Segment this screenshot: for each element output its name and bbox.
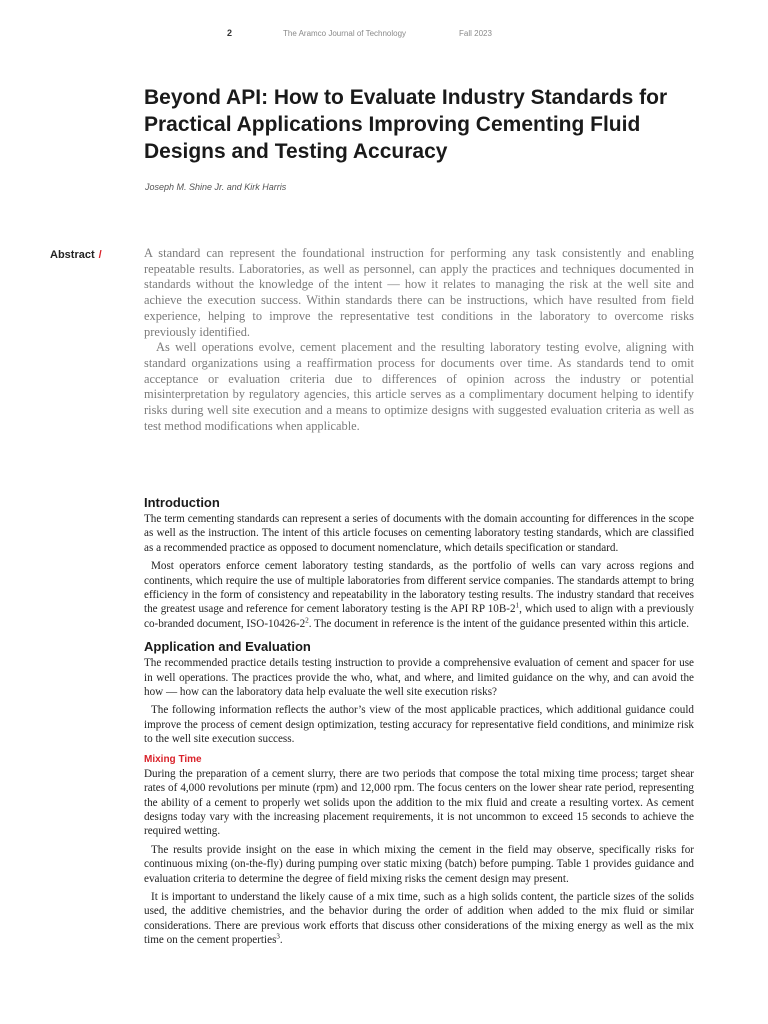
body-paragraph: The following information reflects the author’s view of the most applicable practices, which additional guidance could improve the process of cement design optimization, testing accuracy for representative field conditions, and minimize risk to the well site execution success. [144,704,694,746]
body-paragraph [144,890,694,948]
body-text: Most operators enforce cement laboratory testing standards, as the portfolio of wells can vary across regions and continents, which require the use of multiple laboratories from different service companies. The standards attempt to bring efficiency in the form of consistency and repeatability in the laboratory testing results. The industry standard that receives the greatest usage and reference for cement laboratory testing is the API RP 10B-2 [144,560,694,616]
citation-ref: 2 [305,616,309,625]
body-text: . The document in reference is the intent of the guidance presented within this article. [308,617,689,630]
issue-date: Fall 2023 [459,29,492,38]
subsection-heading-mixing-time: Mixing Time [144,753,202,765]
body-text: , which used to align with a previously co-branded document, ISO-10426-2 [144,603,694,630]
body-paragraph [144,559,694,631]
abstract-paragraph: As well operations evolve, cement placement and the resulting laboratory testing evolve, aligning with standard organizations using a reaffirmation process for documents over time. As standards tend to omit acceptance or evaluation criteria due to differences of opinion across the industry or potential misinterpretation by regulatory agencies, this article serves as a complimentary document helping to identify risks during well site execution and a means to optimize designs with suggested evaluation criteria as well as test method modifications when applicable. [144,340,694,433]
page-number: 2 [227,28,233,38]
body-paragraph: The recommended practice details testing instruction to provide a comprehensive evaluation of cement and spacer for use in well operations. The practices provide the who, what, and where, and limited guidance on the why, and can avoid the how — how can the laboratory data help evaluate the well site execution risks? [144,657,694,699]
journal-name: The Aramco Journal of Technology [283,29,407,38]
section-heading-application: Application and Evaluation [144,639,311,655]
body-paragraph: During the preparation of a cement slurry, there are two periods that compose the total mixing time process; target shear rates of 4,000 revolutions per minute (rpm) and 12,000 rpm. The focus centers on the lower shear rate period, representing the ability of a cement to properly wet solids upon the addition to the mix fluid and create a resulting vortex. As cement designs today vary with the increasing placement requirements, it is not uncommon to exceed 15 seconds to achieve the required wetting. [144,767,694,838]
abstract-slash: / [98,249,102,261]
body-text: It is important to understand the likely cause of a mix time, such as a high solids content, the particle sizes of the solids used, the additive chemistries, and the behavior during the order of addition when added to the mix fluid or similar considerations. There are previous work efforts that discuss other considerations of the mixing energy as well as the mix time on the cement properties [144,890,694,947]
article-authors: Joseph M. Shine Jr. and Kirk Harris [145,182,287,192]
citation-ref: 1 [515,601,520,610]
abstract-paragraph: A standard can represent the foundational instruction for performing any task consistently and enabling repeatable results. Laboratories, as well as personnel, can apply the practices and techniques documented in standards without the knowledge of the intent — how it relates to managing the risk at the well site and achieve the execution success. Within standards there can be instructions, which have resulted from field experience, helping to improve the representative test conditions in the laboratory to overcome risks previously identified. [144,246,694,339]
citation-ref: 3 [276,932,280,941]
running-header [0,28,768,40]
article-title: Beyond API: How to Evaluate Industry Standards for Practical Applications Improving Cementing Fluid Designs and Testing Accuracy [144,86,668,163]
abstract-label [50,249,102,261]
body-paragraph: The term cementing standards can represent a series of documents with the domain accounting for differences in the scope as well as the instruction. The intent of this article focuses on cementing laboratory testing standards, which are classified as a recommended practice as opposed to document nomenclature, which details specification or standard. [144,513,694,554]
section-heading-introduction: Introduction [144,495,220,510]
article-body [144,494,694,948]
body-paragraph: The results provide insight on the ease in which mixing the cement in the field may observe, specifically risks for continuous mixing (on-the-fly) during pumping over static mixing (batch) before pumping. Table 1 provides guidance and evaluation criteria to determine the degree of field mixing risks the cement design may present. [144,843,694,885]
abstract-label-text: Abstract [50,249,95,261]
body-text: . [279,934,283,947]
abstract-text [144,246,694,434]
